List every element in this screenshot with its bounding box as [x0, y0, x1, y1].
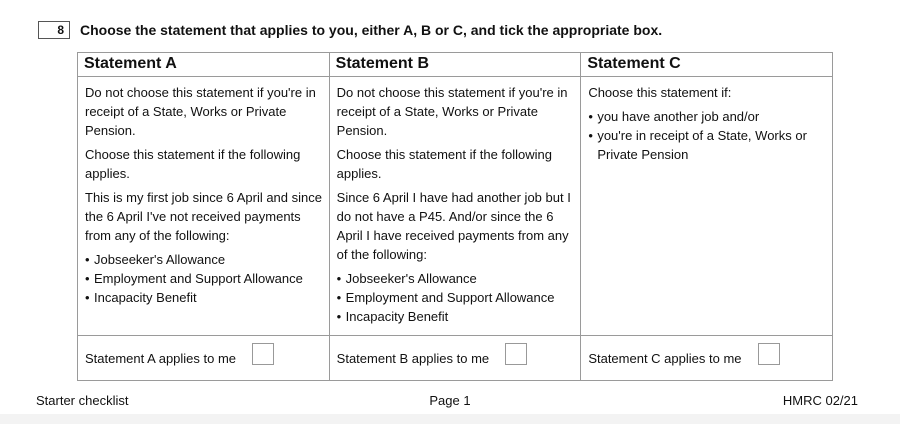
statement-a-footer	[78, 336, 330, 381]
statement-b-paragraph: Choose this statement if the following applies.	[336, 147, 552, 181]
statement-b-list	[337, 269, 575, 326]
statement-a-checkbox[interactable]	[252, 343, 274, 365]
statement-a-body	[78, 77, 330, 336]
list-item: • you have another job and/or	[588, 107, 826, 126]
statement-a-title: Statement A	[78, 53, 330, 77]
statement-c-title: Statement C	[581, 53, 833, 77]
statement-a-paragraph: This is my first job since 6 April and since the 6 April I've not received payments from any of the following:	[85, 190, 322, 243]
list-item: • Employment and Support Allowance	[337, 288, 575, 307]
question-text: Choose the statement that applies to you, either A, B or C, and tick the appropriate box.	[80, 22, 663, 38]
statement-c-footer	[581, 336, 833, 381]
statements-table	[77, 52, 833, 381]
statement-b-paragraph: Do not choose this statement if you're in receipt of a State, Works or Private Pension.	[336, 85, 568, 138]
document-title: Starter checklist	[36, 393, 129, 408]
list-item: • Employment and Support Allowance	[85, 269, 323, 288]
statement-a-paragraph: Do not choose this statement if you're in receipt of a State, Works or Private Pension.	[85, 85, 316, 138]
statement-a-paragraph: Choose this statement if the following applies.	[85, 147, 301, 181]
statement-c-paragraph: Choose this statement if:	[588, 85, 732, 100]
question-number: 8	[38, 21, 70, 39]
page-number: Page 1	[429, 393, 471, 408]
list-item: • Jobseeker's Allowance	[85, 250, 323, 269]
statement-c-list	[588, 107, 826, 164]
statement-a-applies-label: Statement A applies to me	[85, 350, 237, 366]
list-item: • Jobseeker's Allowance	[337, 269, 575, 288]
statement-b-paragraph: Since 6 April I have had another job but I do not have a P45. And/or since the 6 April I have received payments from any of the following:	[336, 190, 571, 262]
list-item: • you're in receipt of a State, Works or Private Pension	[588, 126, 826, 164]
statement-c-body	[581, 77, 833, 336]
statement-b-applies-label: Statement B applies to me	[336, 350, 490, 366]
statement-c-applies-label: Statement C applies to me	[588, 350, 742, 366]
list-item: • Incapacity Benefit	[85, 288, 323, 307]
list-item: • Incapacity Benefit	[337, 307, 575, 326]
document-reference: HMRC 02/21	[782, 393, 858, 408]
statement-b-checkbox[interactable]	[505, 343, 527, 365]
statement-b-title: Statement B	[329, 53, 581, 77]
statement-b-body	[329, 77, 581, 336]
statement-c-checkbox[interactable]	[758, 343, 780, 365]
page-bottom-strip	[0, 414, 900, 424]
statement-b-footer	[329, 336, 581, 381]
statement-a-list	[85, 250, 323, 307]
